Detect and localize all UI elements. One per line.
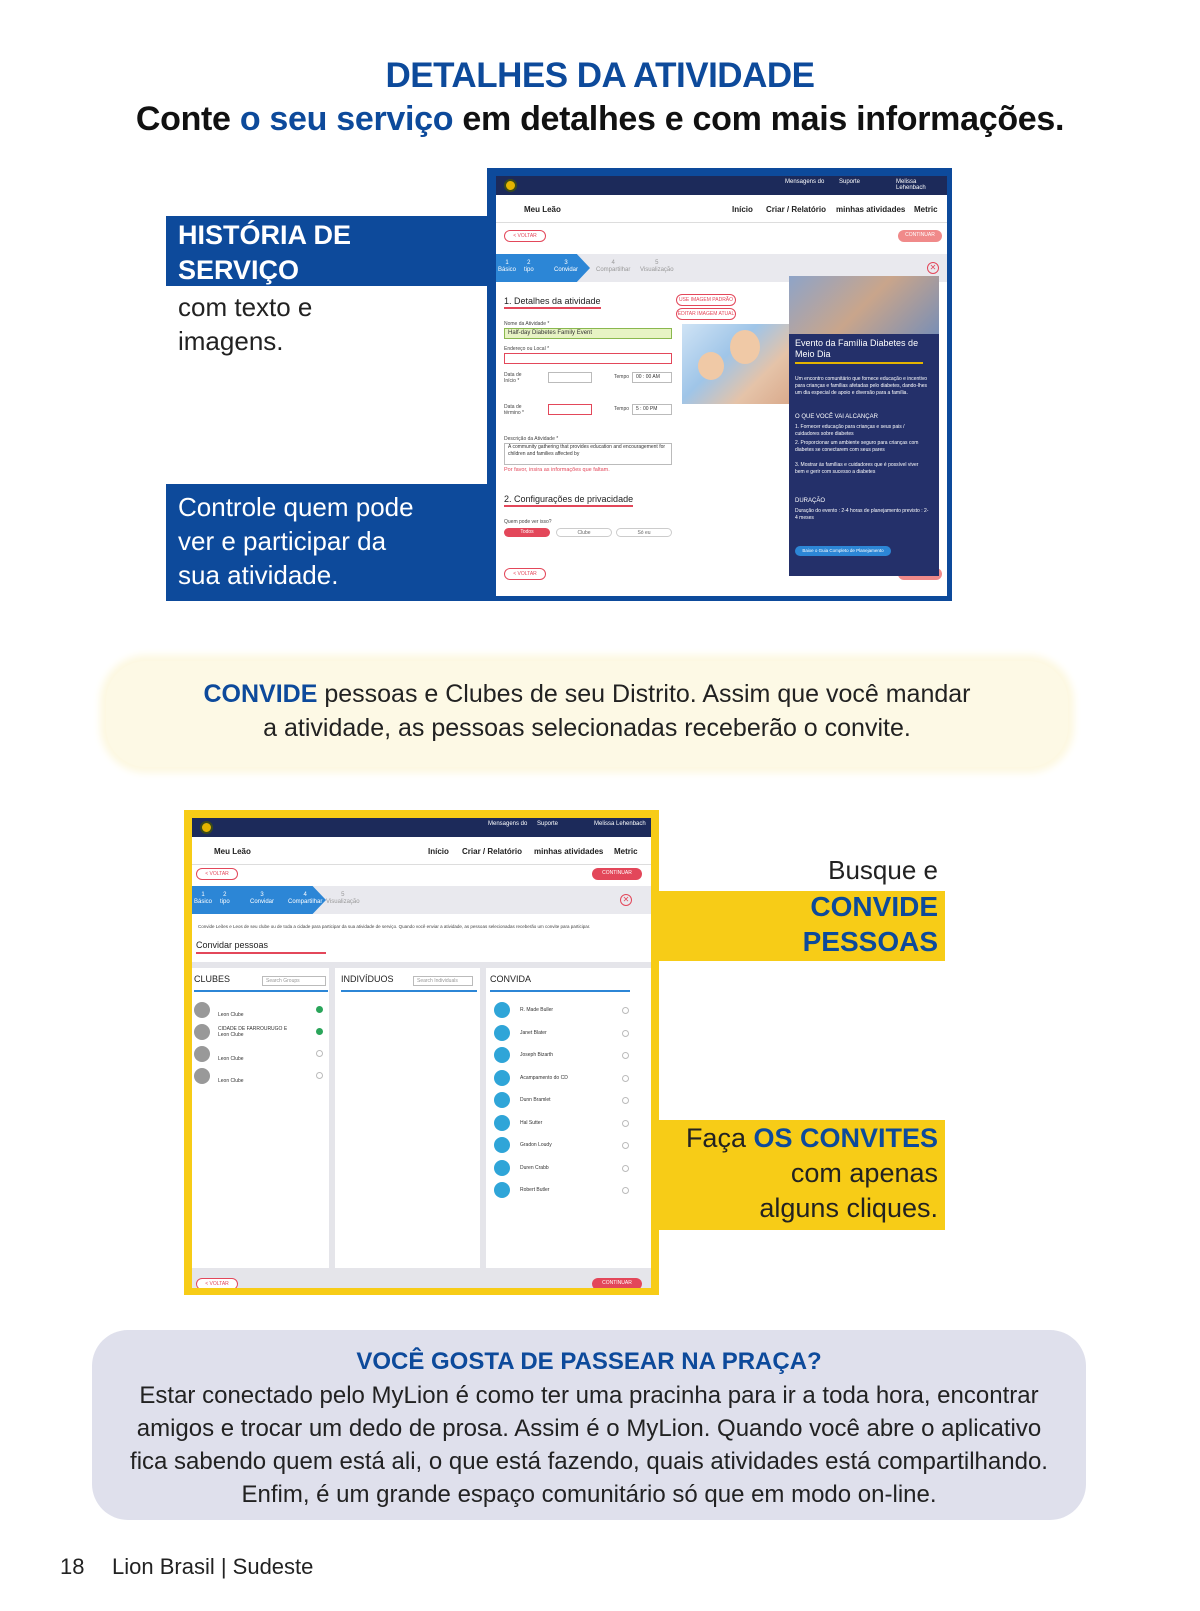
support-link-2[interactable]: Suporte (537, 821, 559, 827)
remove-person-toggle[interactable] (622, 1007, 629, 1014)
club-avatar-icon (194, 1002, 210, 1018)
user-name[interactable]: Melissa Lehenbach (896, 179, 926, 191)
remove-person-toggle[interactable] (622, 1120, 629, 1127)
messages-link-2[interactable]: Mensagens do (488, 821, 528, 827)
continue-button-2[interactable]: CONTINUAR (592, 868, 642, 880)
invite-intro-text: Convide Leões e Leos de seu clube ou de toda a cidade para participar da sua atividade de serviço. Quando você enviar a atividade, as pessoas selecionadas receberão um convite para participar. (198, 924, 591, 929)
person-avatar-icon (494, 1160, 510, 1176)
back-button[interactable]: < VOLTAR (504, 230, 546, 242)
privacy-option-all[interactable]: Todos (504, 528, 550, 537)
club-checkbox[interactable] (316, 1028, 323, 1035)
app2-topbar (192, 818, 651, 837)
app-topbar (496, 176, 947, 195)
nav-home-2[interactable]: Início (428, 847, 449, 856)
page-subtitle: Conte o seu serviço em detalhes e com mais informações. (135, 100, 1065, 138)
start-time-input[interactable]: 00 : 00 AM (632, 372, 672, 383)
lions-logo-icon (504, 179, 517, 192)
invited-heading: CONVIDA (490, 974, 532, 984)
messages-link[interactable]: Mensagens do (785, 179, 825, 185)
screenshot-invite-people (192, 818, 651, 1288)
invited-person-name: Hal Sutter (520, 1119, 543, 1126)
nav-metrics-2[interactable]: Metric (614, 847, 638, 856)
remove-person-toggle[interactable] (622, 1142, 629, 1149)
activity-name-input[interactable]: Half-day Diabetes Family Event (504, 328, 672, 339)
search-callout: Busque e (828, 855, 938, 885)
end-date-input[interactable] (548, 404, 592, 415)
invited-person-name: Dunn Bramlet (520, 1097, 551, 1103)
nav-brand-2[interactable]: Meu Leão (214, 847, 251, 856)
person-avatar-icon (494, 1070, 510, 1086)
person-avatar-icon (494, 1047, 510, 1063)
user-name-2[interactable]: Melissa Lehenbach (594, 821, 646, 827)
continue-button[interactable]: CONTINUAR (898, 230, 942, 242)
invited-person-name: R. Made Buller (520, 1007, 554, 1013)
person-avatar-icon (494, 1025, 510, 1041)
club-checkbox[interactable] (316, 1006, 323, 1013)
footer-publication: Lion Brasil | Sudeste (112, 1554, 314, 1579)
panel-goal-1: 1. Fornecer educação para crianças e seus pais / cuidadores sobre diabetes (795, 424, 905, 437)
person-avatar-icon (494, 1115, 510, 1131)
clubs-column: CLUBES Search Groups Leon Clube CIDADE DE FARROURUGO E Leon Clube Leon Clube Leon Clube (192, 968, 332, 1268)
invite-people-callout: CONVIDE PESSOAS (802, 891, 938, 957)
remove-person-toggle[interactable] (622, 1187, 629, 1194)
invited-person-name: Joseph Bizarth (520, 1052, 554, 1058)
panel-duration-text: Duração do evento : 2-4 horas de planejamento previsto : 2-4 meses (795, 508, 929, 521)
history-text: com texto e imagens. (178, 292, 313, 356)
panel-description: Um encontro comunitário que fornece educação e incentivo para crianças e famílias afetadas pelo diabetes, dando-lhes um dia especial de apoio e diversão para a família. (795, 376, 928, 396)
panel-photo (789, 276, 939, 334)
start-date-input[interactable] (548, 372, 592, 383)
nav-home[interactable]: Início (732, 205, 753, 214)
club-avatar-icon (194, 1024, 210, 1040)
continue-button-2-bottom[interactable]: CONTINUAR (592, 1278, 642, 1288)
privacy-heading: 2. Configurações de privacidade (504, 494, 633, 507)
individuals-search-input[interactable]: Search Individuals (413, 976, 473, 986)
person-avatar-icon (494, 1137, 510, 1153)
invited-person-name: Acampamento do CD (520, 1074, 568, 1081)
clubs-heading: CLUBES (194, 974, 231, 984)
description-textarea[interactable]: A community gathering that provides education and encouragement for children and families affected by (504, 443, 672, 465)
download-guide-button[interactable]: Baixe o Guia Completo de Planejamento (795, 546, 891, 556)
invited-person-name: Duren Crabb (520, 1164, 549, 1171)
invite-banner-line1: CONVIDE pessoas e Clubes de seu Distrito. Assim que você mandar (203, 680, 971, 708)
individuals-heading: INDIVÍDUOS (341, 974, 394, 984)
privacy-option-club[interactable]: Clube (556, 528, 612, 537)
invited-column (486, 968, 651, 1268)
person-avatar-icon (494, 1092, 510, 1108)
invite-banner-line2: a atividade, as pessoas selecionadas receberão o convite. (263, 714, 911, 742)
panel-goals-heading: O QUE VOCÊ VAI ALCANÇAR (795, 414, 878, 420)
remove-person-toggle[interactable] (622, 1075, 629, 1082)
individuals-column (335, 968, 483, 1268)
edit-image-button[interactable]: EDITAR IMAGEM ATUAL (676, 308, 736, 320)
praca-text: Estar conectado pelo MyLion é como ter uma pracinha para ir a toda hora, encontrar amigos e trocar um dedo de prosa. Assim é o MyLion. Quando você abre o aplicativo fica sabendo quem está ali, o que está fazendo, quais atividades está compartilhando. Enfim, é um grande espaço comunitário só que em modo on-line. (130, 1382, 1048, 1508)
remove-person-toggle[interactable] (622, 1097, 629, 1104)
club-avatar-icon (194, 1068, 210, 1084)
address-input[interactable] (504, 353, 672, 364)
invitations-callout: Faça OS CONVITES com apenas alguns cliques. (685, 1123, 938, 1223)
address-label: Endereço ou Local * (504, 346, 550, 352)
page-number: 18 (60, 1554, 85, 1579)
remove-person-toggle[interactable] (622, 1052, 629, 1059)
error-message: Por favor, insira as informações que faltam. (504, 467, 610, 473)
wizard-steps-2: 1 Básico 2 tipo 3 Convidar 4 Compartilhar 5 Visualização ✕ (192, 886, 651, 914)
nav-metrics[interactable]: Metric (914, 205, 938, 214)
privacy-option-me[interactable]: Só eu (616, 528, 672, 537)
invited-person-name: Janet Blater (520, 1029, 547, 1036)
end-date-label: Data de término * (504, 404, 525, 416)
activity-details-heading: 1. Detalhes da atividade (504, 296, 601, 309)
remove-person-toggle[interactable] (622, 1165, 629, 1172)
support-link[interactable]: Suporte (839, 179, 861, 185)
history-title: HISTÓRIA DE SERVIÇO (178, 220, 352, 285)
panel-goal-2: 2. Proporcionar um ambiente seguro para crianças com diabetes se conectarem com seus pares (795, 440, 919, 453)
invited-person-name: Gradon Loudy (520, 1142, 552, 1148)
description-label: Descrição da Atividade * (504, 436, 559, 442)
panel-goal-3: 3. Mostrar às famílias e cuidadores que é possível viver bem e gerir com sucesso a diabetes (795, 462, 919, 475)
close-icon-2[interactable]: ✕ (620, 894, 632, 906)
invite-heading: Convidar pessoas (196, 940, 326, 954)
praca-title: VOCÊ GOSTA DE PASSEAR NA PRAÇA? (356, 1348, 822, 1375)
screenshot-activity-details (496, 176, 947, 596)
club-checkbox[interactable] (316, 1072, 323, 1079)
nav-my-activities[interactable]: minhas atividades (836, 205, 906, 214)
back-button-bottom[interactable]: < VOLTAR (504, 568, 546, 580)
app-nav (496, 195, 947, 223)
page-title: DETALHES DA ATIVIDADE (385, 56, 815, 95)
start-date-label: Data de Início * (504, 372, 522, 384)
end-time-label: Tempo (614, 406, 630, 412)
who-can-see-label: Quem pode ver isso? (504, 519, 552, 525)
close-icon[interactable]: ✕ (927, 262, 939, 274)
clubs-search-input[interactable]: Search Groups (262, 976, 326, 986)
nav-create[interactable]: Criar / Relatório (766, 205, 827, 214)
app2-nav (192, 837, 651, 865)
use-default-image-button[interactable]: USE IMAGEM PADRÃO (676, 294, 736, 306)
back-button-2[interactable]: < VOLTAR (196, 868, 238, 880)
wizard-steps: 1 Básico 2 tipo 3 Convidar 4 Compartilhar 5 Visualização ✕ (496, 254, 947, 282)
nav-my-activities-2[interactable]: minhas atividades (534, 847, 604, 856)
nav-create-2[interactable]: Criar / Relatório (462, 847, 523, 856)
person-avatar-icon (494, 1002, 510, 1018)
activity-info-panel (789, 276, 939, 576)
invited-person-name: Robert Butler (520, 1187, 550, 1193)
lions-logo-icon-2 (200, 821, 213, 834)
activity-photo (682, 324, 792, 404)
panel-title: Evento da Família Diabetes de Meio Dia (795, 338, 919, 359)
person-avatar-icon (494, 1182, 510, 1198)
start-time-label: Tempo (614, 374, 630, 380)
control-text: Controle quem pode ver e participar da sua atividade. (178, 492, 414, 590)
club-avatar-icon (194, 1046, 210, 1062)
end-time-input[interactable]: 5 : 00 PM (632, 404, 672, 415)
activity-name-label: Nome da Atividade * (504, 321, 550, 327)
back-button-2-bottom[interactable]: < VOLTAR (196, 1278, 238, 1288)
remove-person-toggle[interactable] (622, 1030, 629, 1037)
panel-duration-heading: DURAÇÃO (795, 498, 826, 504)
club-checkbox[interactable] (316, 1050, 323, 1057)
nav-brand[interactable]: Meu Leão (524, 205, 561, 214)
